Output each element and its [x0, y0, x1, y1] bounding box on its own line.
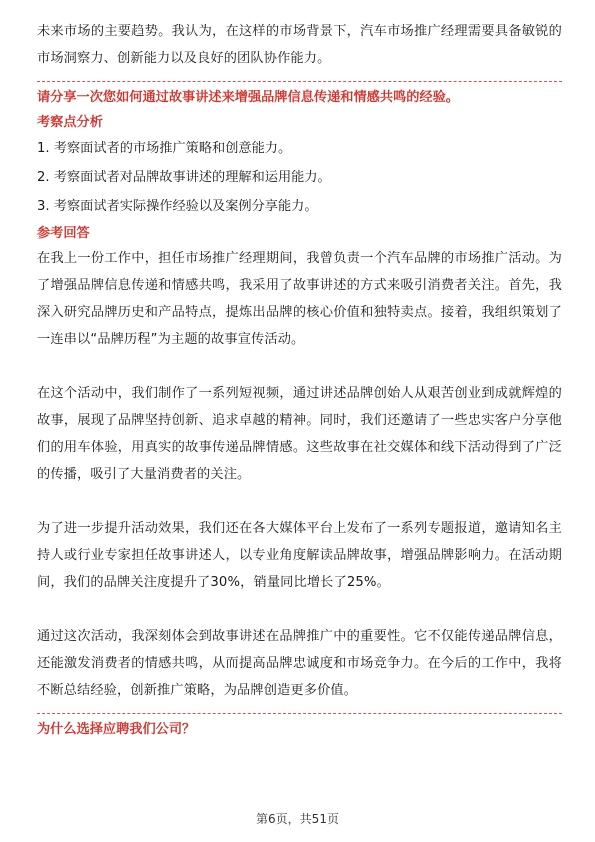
- page-number: 第6页，共51页: [256, 812, 339, 826]
- paragraph-gap: [37, 596, 562, 623]
- answer-paragraph: 在这个活动中，我们制作了一系列短视频，通过讲述品牌创始人从艰苦创业到成就辉煌的故事，展现了品牌坚持创新、追求卓越的精神。同时，我们还邀请了一些忠实客户分享他们的用车体验，用真实的故事传递品牌情感。这些故事在社交媒体和线下活动得到了广泛的传播，吸引了大量消费者的关注。: [37, 386, 562, 482]
- analysis-item: 2. 考察面试者对品牌故事讲述的理解和运用能力。: [37, 170, 331, 185]
- intro-paragraph: 未来市场的主要趋势。我认为，在这样的市场背景下，汽车市场推广经理需要具备敏锐的市场洞察力、创新能力以及良好的团队协作能力。: [37, 24, 562, 66]
- question-heading: 请分享一次您如何通过故事讲述来增强品牌信息传递和情感共鸣的经验。: [37, 90, 459, 105]
- paragraph-gap: [37, 488, 562, 515]
- section-divider: [37, 713, 562, 714]
- analysis-item: 3. 考察面试者实际操作经验以及案例分享能力。: [37, 199, 318, 214]
- analysis-item: 1. 考察面试者的市场推广策略和创意能力。: [37, 141, 292, 156]
- next-question-heading: 为什么选择应聘我们公司？: [37, 722, 196, 737]
- document-page: [37, 18, 562, 742]
- section-divider: [37, 81, 562, 82]
- answer-paragraph: 通过这次活动，我深刻体会到故事讲述在品牌推广中的重要性。它不仅能传递品牌信息，还能激发消费者的情感共鸣，从而提高品牌忠诚度和市场竞争力。在今后的工作中，我将不断总结经验，创新推广策略，为品牌创造更多价值。: [37, 629, 562, 698]
- answer-title: 参考回答: [37, 226, 90, 241]
- paragraph-gap: [37, 353, 562, 380]
- answer-paragraph: 在我上一份工作中，担任市场推广经理期间，我曾负责一个汽车品牌的市场推广活动。为了增强品牌信息传递和情感共鸣，我采用了故事讲述的方式来吸引消费者关注。首先，我深入研究品牌历史和产品特点，提炼出品牌的核心价值和独特卖点。接着，我组织策划了一连串以“品牌历程”为主题的故事宣传活动。: [37, 251, 562, 347]
- analysis-title: 考察点分析: [37, 115, 103, 130]
- answer-paragraph: 为了进一步提升活动效果，我们还在各大媒体平台上发布了一系列专题报道，邀请知名主持人或行业专家担任故事讲述人，以专业角度解读品牌故事，增强品牌影响力。在活动期间，我们的品牌关注度提升了30%，销量同比增长了25%。: [37, 521, 562, 590]
